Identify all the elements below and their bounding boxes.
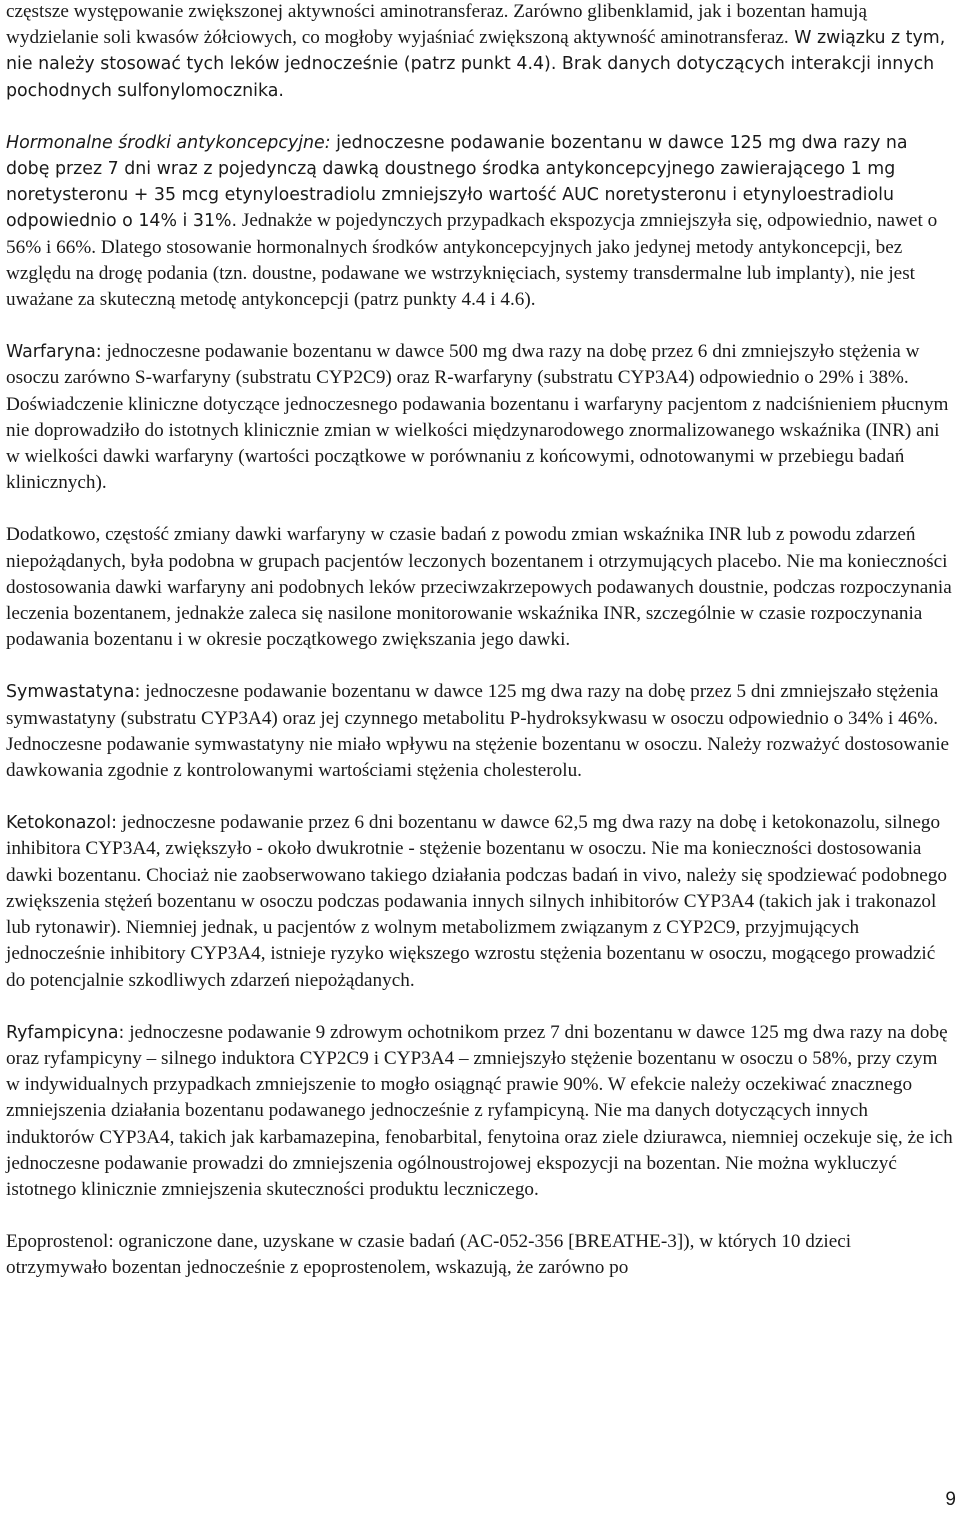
paragraph-label: Epoprostenol:: [6, 1231, 114, 1253]
paragraph-rifampicin: [6, 1020, 956, 1203]
paragraph-ketoconazole: [6, 810, 956, 993]
page-number: 9: [945, 1489, 956, 1510]
paragraph-text: jednoczesne podawanie przez 6 dni bozentanu w dawce 62,5 mg dwa razy na dobę i ketokonazolu, silnego inhibitora CYP3A4, zwiększyło - około dwukrotnie - stężenie bozentanu w osoczu. Nie ma konieczności dostosowania dawki bozentanu. Chociaż nie zaobserwowano takiego działania podczas badań in vivo, należy się spodziewać podobnego zwiększenia stężeń bozentanu w osoczu podczas podawania innych silnych inhibitorów CYP3A4 (takich jak i trakonazol lub rytonawir). Niemniej jednak, u pacjentów z wolnym metabolizmem związanym z CYP2C9, przyjmujących jednocześnie inhibitory CYP3A4, istnieje ryzyko większego wzrostu stężenia bozentanu w osoczu, mogącego prowadzić do potencjalnie szkodliwych zdarzeń niepożądanych.: [6, 812, 947, 991]
paragraph-label: Warfaryna:: [6, 342, 102, 363]
paragraph-warfarin: [6, 339, 956, 496]
paragraph-simvastatin: [6, 679, 956, 784]
paragraph-text: W związku z tym, nie należy stosować tych leków jednocześnie (patrz punkt 4.4). Brak danych dotyczących interakcji innych pochodnych sulfonylomocznika.: [6, 28, 946, 101]
paragraph-sulfonylurea: [6, 0, 956, 104]
paragraph-epoprostenol: [6, 1229, 956, 1281]
paragraph-text: ograniczone dane, uzyskane w czasie badań (AC-052-356 [BREATHE-3]), w których 10 dzieci otrzymywało bozentan jednocześnie z epoprostenolem, wskazują, że zarówno po: [6, 1231, 852, 1279]
paragraph-label: Ryfampicyna:: [6, 1022, 125, 1043]
paragraph-hormonal-contraceptives: [6, 130, 956, 313]
paragraph-text: jednoczesne podawanie bozentanu w dawce 125 mg dwa razy na dobę przez 5 dni zmniejszało stężenia symwastatyny (substratu CYP3A4) oraz jej czynnego metabolitu P-hydroksykwasu w osoczu odpowiednio o 34% i 46%. Jednoczesne podawanie symwastatyny nie miało wpływu na stężenie bozentanu w osoczu. Należy rozważyć dostosowanie dawkowania zgodnie z kontrolowanymi wartościami stężenia cholesterolu.: [6, 681, 950, 782]
paragraph-text: Dodatkowo, częstość zmiany dawki warfaryny w czasie badań z powodu zmian wskaźnika INR lub z powodu zdarzeń niepożądanych, była podobna w grupach pacjentów leczonych bozentanem i otrzymujących placebo. Nie ma konieczności dostosowania dawki warfaryny ani podobnych leków przeciwzakrzepowych podawanych doustnie, podczas rozpoczynania leczenia bozentanem, jednakże zaleca się nasilone monitorowanie wskaźnika INR, szczególnie w czasie rozpoczynania podawania bozentanu i w okresie początkowego zwiększania jego dawki.: [6, 524, 952, 651]
paragraph-text: częstsze występowanie zwiększonej aktywności aminotransferaz. Zarówno glibenklamid, jak i bozentan hamują wydzielanie soli kwasów żółciowych, co mogłoby wyjaśniać zwiększoną aktywność aminotransferaz.: [6, 1, 868, 49]
paragraph-text: jednoczesne podawanie bozentanu w dawce 125 mg dwa razy na dobę przez 7 dni wraz z pojedynczą dawką doustnego środka antykoncepcyjnego zawierającego 1 mg noretysteronu + 35 mcg etynyloestradiolu zmniejszyło wartość AUC noretysteronu i etynyloestradiolu odpowiednio o 14% i 31%.: [6, 132, 908, 232]
document-page: [6, 0, 956, 1308]
paragraph-text: jednoczesne podawanie bozentanu w dawce 500 mg dwa razy na dobę przez 6 dni zmniejszyło stężenia w osoczu zarówno S-warfaryny (substratu CYP2C9) oraz R-warfaryny (substratu CYP3A4) odpowiednio o 29% i 38%. Doświadczenie kliniczne dotyczące jednoczesnego podawania bozentanu i warfaryny pacjentom z nadciśnieniem płucnym nie doprowadziło do istotnych klinicznie zmian w wielkości międzynarodowego znormalizowanego wskaźnika (INR) ani w wielkości dawki warfaryny (wartości początkowe w porównaniu z końcowymi, odnotowanymi w przebiegu badań klinicznych).: [6, 341, 949, 494]
paragraph-warfarin-additional: [6, 522, 956, 653]
paragraph-label: Ketokonazol:: [6, 813, 117, 834]
paragraph-text: jednoczesne podawanie 9 zdrowym ochotnikom przez 7 dni bozentanu w dawce 125 mg dwa razy na dobę oraz ryfampicyny – silnego induktora CYP2C9 i CYP3A4 – zmniejszyło stężenie bozentanu w osoczu o 58%, przy czym w indywidualnych przypadkach zmniejszenie to mogło osiągnąć prawie 90%. W efekcie należy oczekiwać znacznego zmniejszenia działania bozentanu podawanego jednocześnie z ryfampicyną. Nie ma danych dotyczących innych induktorów CYP3A4, takich jak karbamazepina, fenobarbital, fenytoina oraz ziele dziurawca, niemniej oczekuje się, że ich jednoczesne podawanie prowadzi do zmniejszenia ogólnoustrojowej ekspozycji na bozentan. Nie można wykluczyć istotnego klinicznie zmniejszenia skuteczności produktu leczniczego.: [6, 1021, 953, 1200]
paragraph-text: Jednakże w pojedynczych przypadkach ekspozycja zmniejszyła się, odpowiednio, nawet o 56% i 66%. Dlatego stosowanie hormonalnych środków antykoncepcyjnych jako jedynej metody antykoncepcji, bez względu na drogę podania (tzn. doustne, podawane we wstrzyknięciach, systemy transdermalne lub implanty), nie jest uważane za skuteczną metodę antykoncepcji (patrz punkty 4.4 i 4.6).: [6, 210, 938, 311]
paragraph-label: Hormonalne środki antykoncepcyjne:: [6, 132, 331, 153]
paragraph-label: Symwastatyna:: [6, 682, 141, 703]
